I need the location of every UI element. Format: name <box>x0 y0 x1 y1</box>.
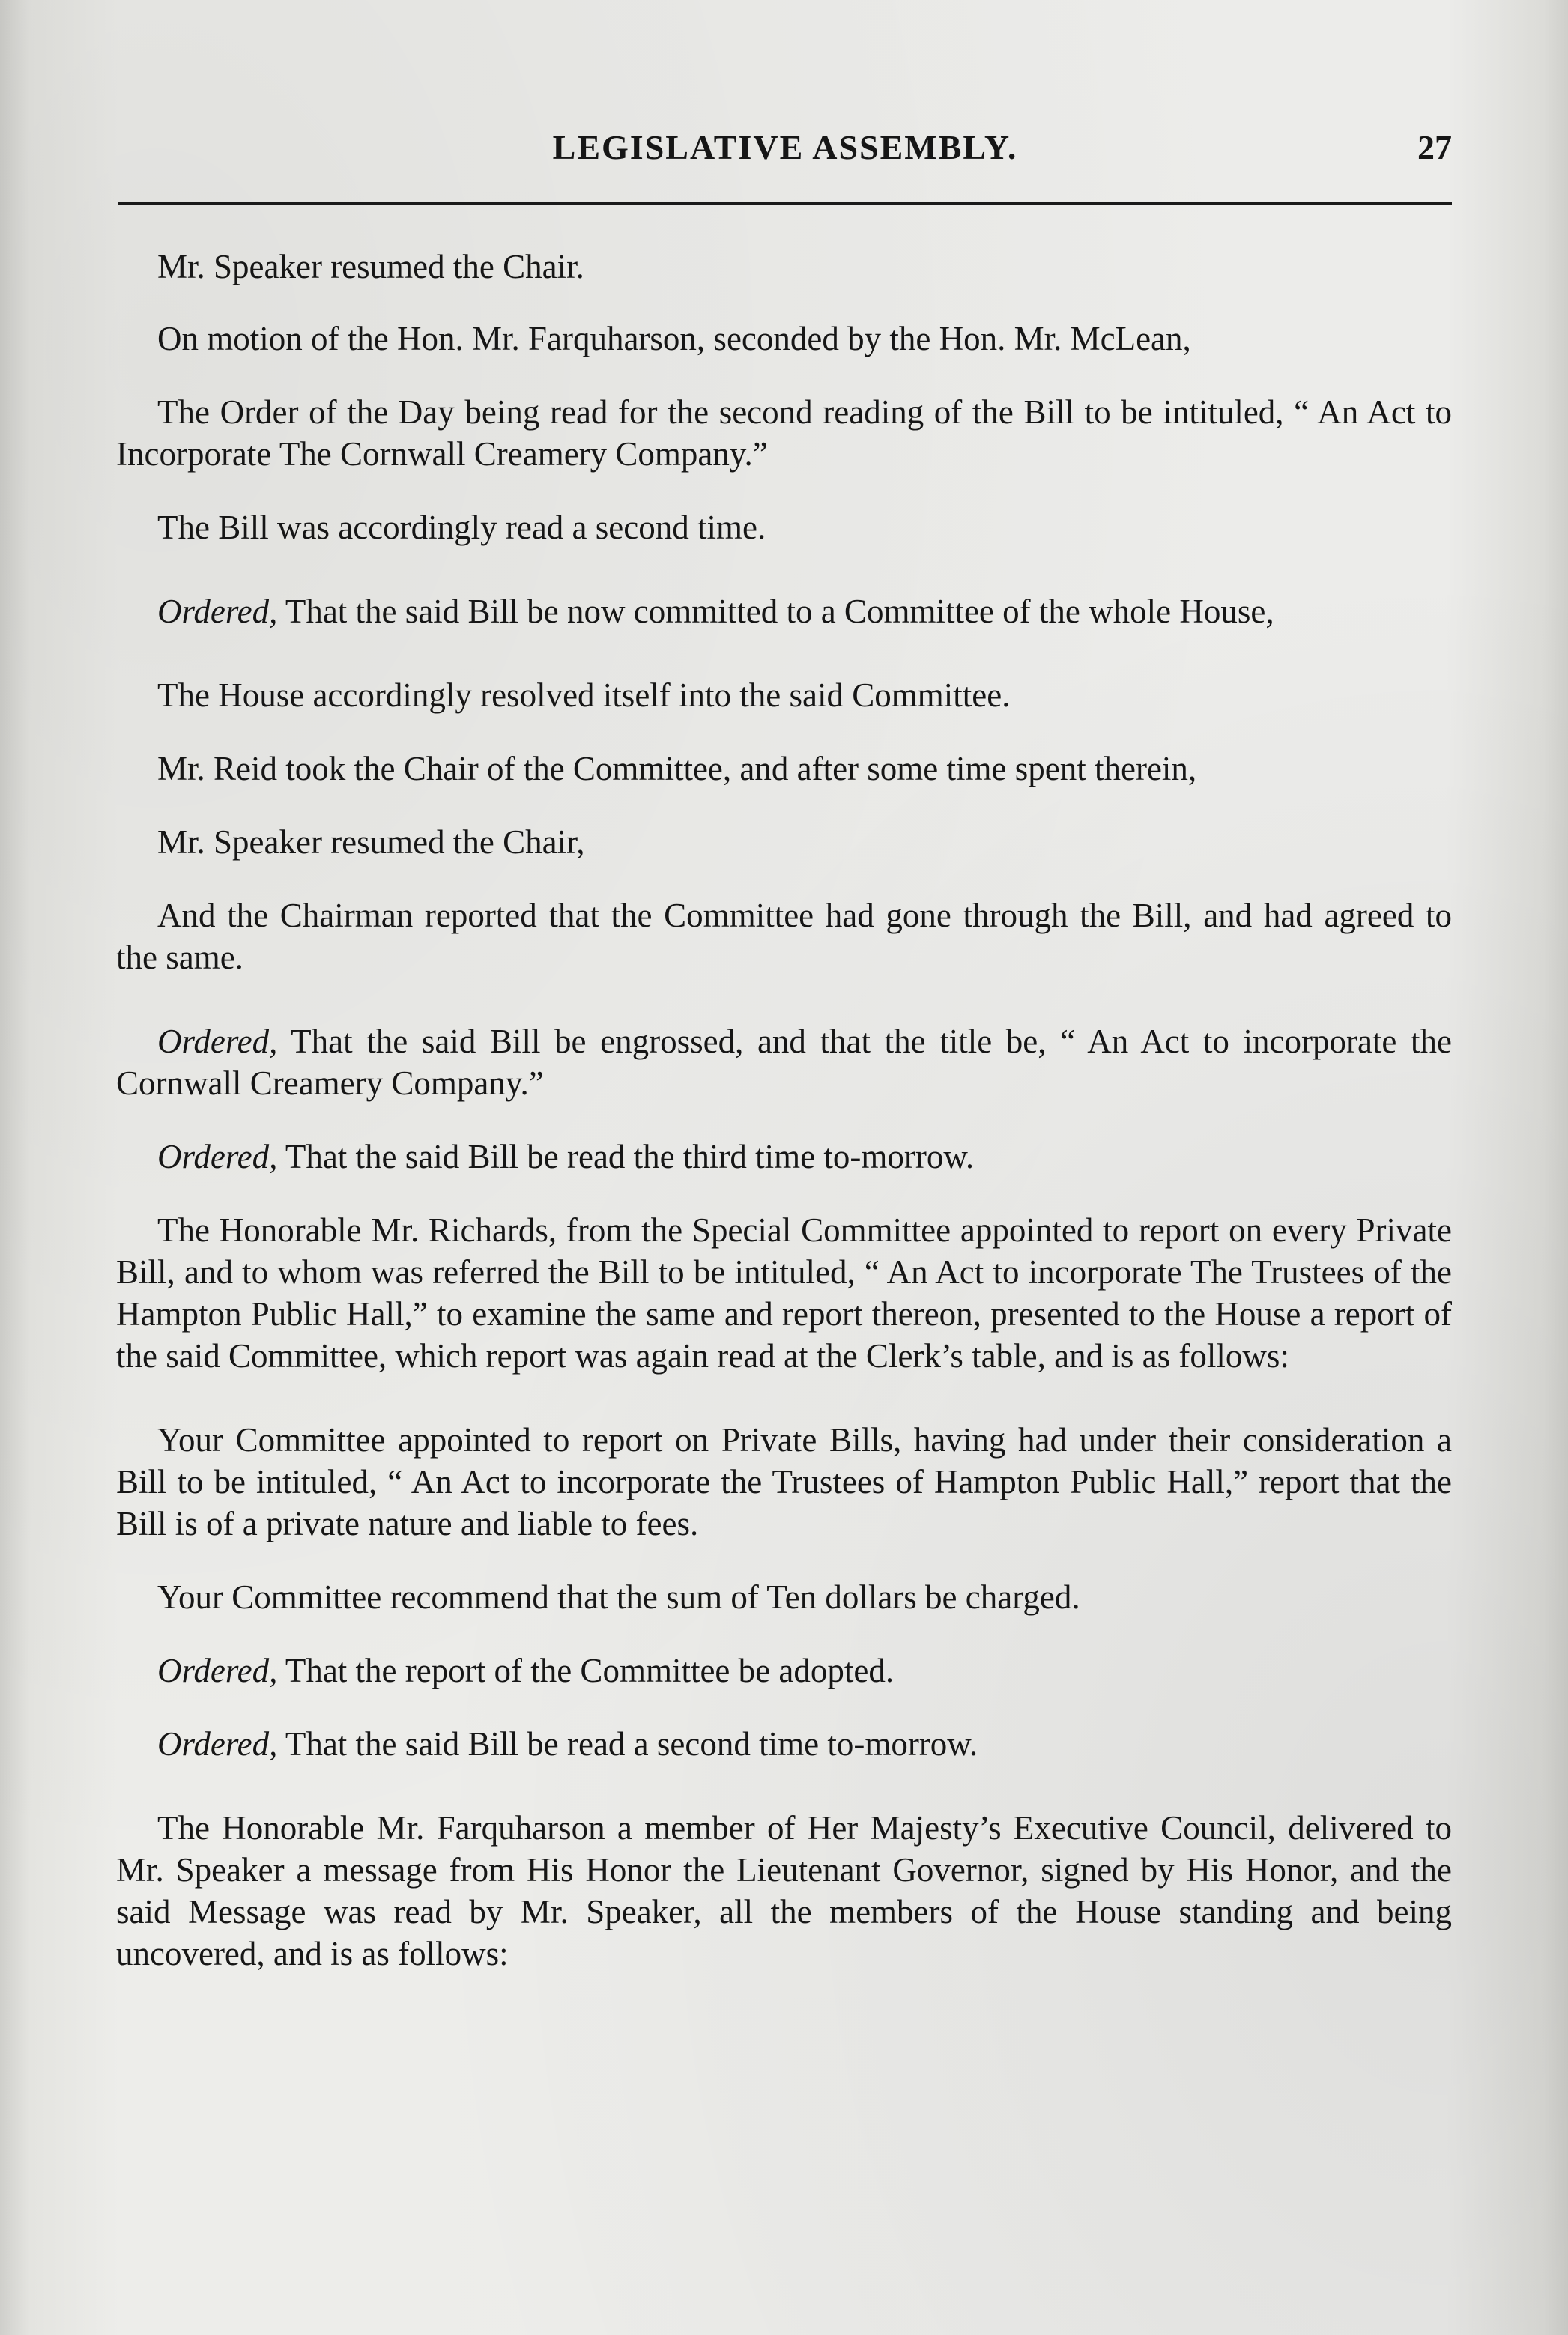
document-body <box>116 246 1452 1975</box>
paragraph: The Bill was accordingly read a second time. <box>157 509 766 546</box>
header-rule <box>118 202 1452 205</box>
ordered-label: Ordered, <box>157 1652 278 1689</box>
ordered-label: Ordered, <box>157 1023 278 1060</box>
page-header <box>118 127 1452 180</box>
page-number: 27 <box>1417 128 1452 166</box>
paragraph: On motion of the Hon. Mr. Farquharson, seconded by the Hon. Mr. McLean, <box>157 320 1191 357</box>
ordered-label: Ordered, <box>157 1725 278 1763</box>
paragraph: Ordered, That the said Bill be engrossed, and that the title be, “ An Act to incorporate the Cornwall Creamery Company.” <box>116 1023 1452 1102</box>
paragraph: And the Chairman reported that the Committee had gone through the Bill, and had agreed to the same. <box>116 897 1452 976</box>
ordered-label: Ordered, <box>157 593 278 630</box>
paragraph: Your Committee recommend that the sum of Ten dollars be charged. <box>157 1578 1080 1616</box>
paragraph: Ordered, That the said Bill be read a second time to-morrow. <box>157 1725 978 1763</box>
paragraph: Mr. Reid took the Chair of the Committee, and after some time spent therein, <box>157 750 1197 787</box>
paragraph: The Honorable Mr. Farquharson a member of Her Majesty’s Executive Council, delivered to Mr. Speaker a message from His Honor the Lieutenant Governor, signed by His Honor, and the said Message was read by Mr. Speaker, all the members of the House standing and being uncovered, and is as follows: <box>116 1809 1452 1972</box>
paragraph: The Honorable Mr. Richards, from the Special Committee appointed to report on every Private Bill, and to whom was referred the Bill to be intituled, “ An Act to incorporate The Trustees of the Hampton Public Hall,” to examine the same and report thereon, presented to the House a report of the said Committee, which report was again read at the Clerk’s table, and is as follows: <box>116 1211 1452 1375</box>
ordered-label: Ordered, <box>157 1138 278 1175</box>
paragraph: Ordered, That the report of the Committee be adopted. <box>157 1652 895 1689</box>
running-title: LEGISLATIVE ASSEMBLY. <box>552 128 1018 166</box>
paragraph: Mr. Speaker resumed the Chair, <box>157 823 585 861</box>
paragraph: Ordered, That the said Bill be read the third time to-morrow. <box>157 1138 975 1175</box>
paragraph: Your Committee appointed to report on Private Bills, having had under their consideration a Bill to be intituled, “ An Act to incorporate the Trustees of Hampton Public Hall,” report that the Bill is of a private nature and liable to fees. <box>116 1421 1452 1542</box>
paragraph: Ordered, That the said Bill be now committed to a Committee of the whole House, <box>157 593 1274 630</box>
paragraph: Mr. Speaker resumed the Chair. <box>157 248 584 285</box>
paragraph: The Order of the Day being read for the second reading of the Bill to be intituled, “ An Act to Incorporate The Cornwall Creamery Company.” <box>116 393 1452 473</box>
paragraph: The House accordingly resolved itself into the said Committee. <box>157 676 1011 714</box>
